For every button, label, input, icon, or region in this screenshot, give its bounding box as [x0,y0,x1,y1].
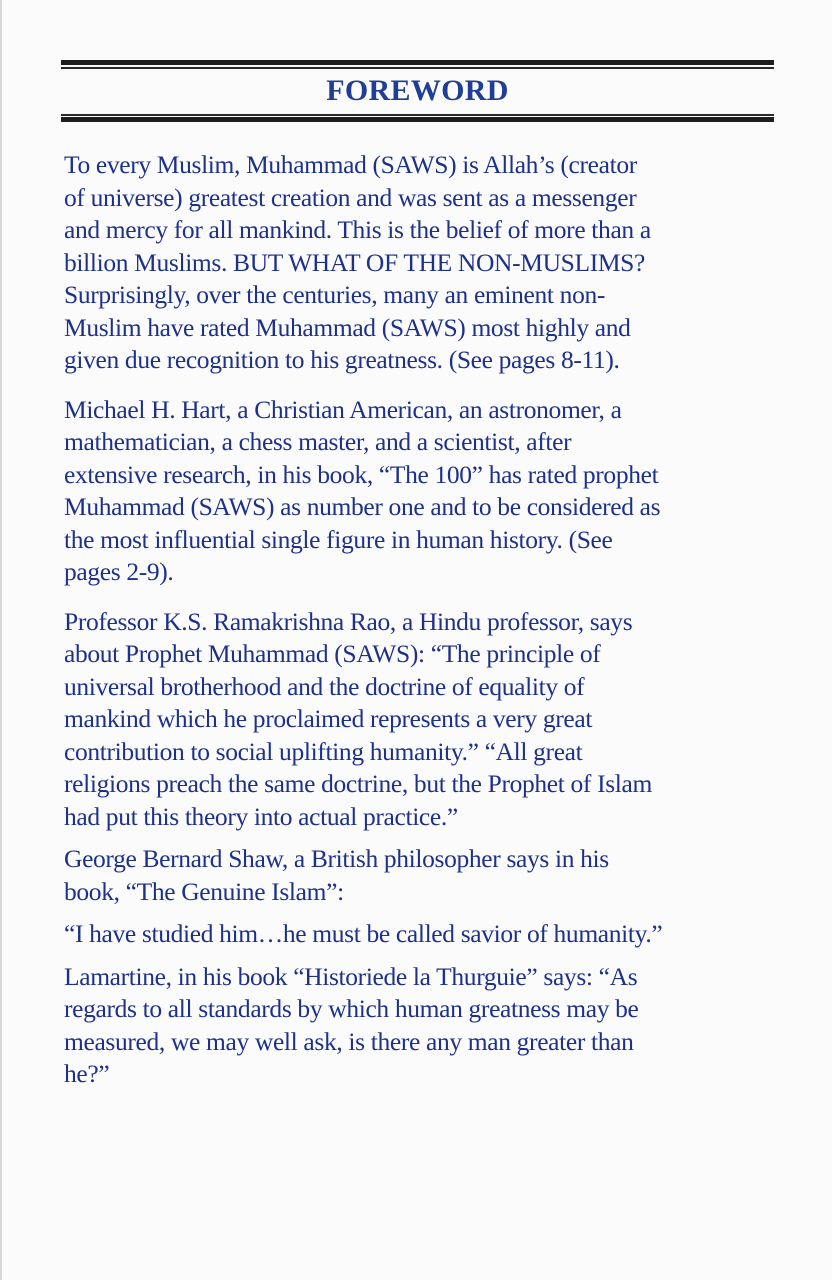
bottom-double-rule [61,114,774,124]
text-line: billion Muslims. BUT WHAT OF THE NON-MUSLIMS? [64,247,645,277]
paragraph-bernard-shaw [64,843,794,908]
rule-thin-line [61,114,774,116]
text-line: measured, we may well ask, is there any man greater than [64,1026,634,1056]
text-line: book, “The Genuine Islam”: [64,876,344,906]
text-line: Lamartine, in his book “Historiede la Thurguie” says: “As [64,961,638,991]
text-line: extensive research, in his book, “The 100” has rated prophet [64,459,659,489]
text-line: Professor K.S. Ramakrishna Rao, a Hindu professor, says [64,606,633,636]
text-line: he?” [64,1059,110,1088]
text-line: Michael H. Hart, a Christian American, an astronomer, a [64,394,622,424]
text-line: universal brotherhood and the doctrine of equality of [64,671,585,701]
foreword-header [61,60,774,124]
foreword-body [64,149,794,1091]
text-line: of universe) greatest creation and was sent as a messenger [64,182,637,212]
text-line: had put this theory into actual practice.” [64,801,458,831]
text-line: mathematician, a chess master, and a scientist, after [64,427,572,456]
paragraph-ramakrishna-rao [64,606,794,834]
top-double-rule [61,60,774,70]
text-line: mankind which he proclaimed represents a very great [64,704,593,733]
page-edge [0,0,2,1280]
text-line: regards to all standards by which human greatness may be [64,994,639,1023]
rule-thick-line [61,60,774,65]
text-line: Surprisingly, over the centuries, many an eminent non- [64,280,606,309]
paragraph-lamartine [64,961,794,1091]
page-title: FOREWORD [326,74,509,107]
text-line: about Prophet Muhammad (SAWS): “The principle of [64,639,601,668]
text-line: religions preach the same doctrine, but the Prophet of Islam [64,769,652,798]
text-line: Muslim have rated Muhammad (SAWS) most highly and [64,312,631,342]
rule-thin-line [61,67,774,69]
text-line: “I have studied him…he must be called savior of humanity.” [64,919,663,948]
text-line: pages 2-9). [64,557,174,586]
text-line: Muhammad (SAWS) as number one and to be considered as [64,492,661,521]
paragraph-intro [64,149,794,377]
text-line: given due recognition to his greatness. (See pages 8-11). [64,345,620,374]
text-line: George Bernard Shaw, a British philosopher says in his [64,844,609,873]
paragraph-michael-hart [64,394,794,589]
paragraph-shaw-quote [64,918,794,951]
text-line: To every Muslim, Muhammad (SAWS) is Allah’s (creator [64,150,637,179]
text-line: and mercy for all mankind. This is the belief of more than a [64,215,651,244]
text-line: contribution to social uplifting humanity.” “All great [64,736,583,766]
text-line: the most influential single figure in human history. (See [64,524,613,554]
rule-thick-line [61,117,774,122]
